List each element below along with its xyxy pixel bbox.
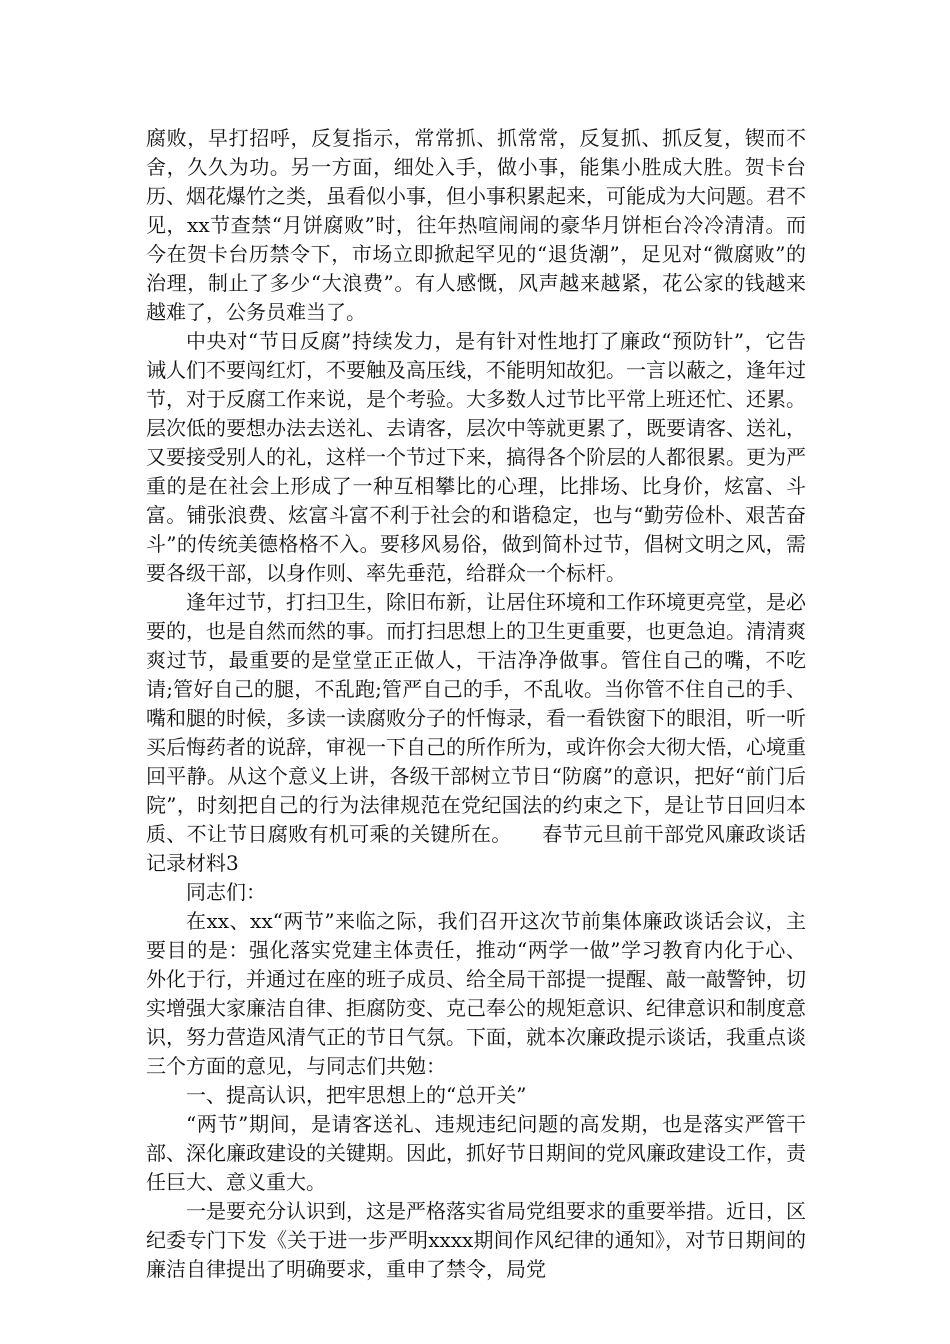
paragraph-first-point: 一是要充分认识到，这是严格落实省局党组要求的重要举措。近日，区纪委专门下发《关于进一步严明xxxx期间作风纪律的通知》，对节日期间的廉洁自律提出了明确要求，重申了禁令，局党 xyxy=(146,1199,806,1281)
paragraph-continuation: 腐败，早打招呼，反复指示，常常抓、抓常常，反复抓、抓反复，锲而不舍，久久为功。另一方面，细处入手，做小事，能集小胜成大胜。贺卡台历、烟花爆竹之类，虽看似小事，但小事积累起来，可能成为大问题。君不见，xx节查禁“月饼腐败”时，往年热喧闹闹的豪华月饼柜台冷冷清清。而今在贺卡台历禁令下，市场立即掀起罕见的“退货潮”，足见对“微腐败”的治理，制止了多少“大浪费”。有人感慨，风声越来越紧，花公家的钱越来越难了，公务员难当了。 xyxy=(146,126,806,324)
paragraph-festival-anticorruption: 中央对“节日反腐”持续发力，是有针对性地打了廉政“预防针”，它告诫人们不要闯红灯，不要触及高压线，不能明知故犯。一言以蔽之，逢年过节，对于反腐工作来说，是个考验。大多数人过节比平常上班还忙、还累。层次低的要想办法去送礼、去请客，层次中等就更累了，既要请客、送礼，又要接受别人的礼，这样一个节过下来，搞得各个阶层的人都很累。更为严重的是在社会上形成了一种互相攀比的心理，比排场、比身价，炫富、斗富。铺张浪费、炫富斗富不利于社会的和谐稳定，也与“勤劳俭朴、艰苦奋斗”的传统美德格格不入。要移风易俗，做到简朴过节，倡树文明之风，需要各级干部，以身作则、率先垂范，给群众一个标杆。 xyxy=(146,329,806,585)
paragraph-two-festivals: “两节”期间，是请客送礼、违规违纪问题的高发期，也是落实严管干部、深化廉政建设的关键期。因此，抓好节日期间的党风廉政建设工作，责任巨大、意义重大。 xyxy=(146,1112,806,1194)
paragraph-clean-festival: 逢年过节，打扫卫生，除旧布新，让居住环境和工作环境更亮堂，是必要的，也是自然而然的事。而打扫思想上的卫生更重要，也更急迫。清清爽爽过节，最重要的是堂堂正正做人，干洁净净做事。管住自己的嘴，不吃请;管好自己的腿，不乱跑;管严自己的手，不乱收。当你管不住自己的手、嘴和腿的时候，多读一读腐败分子的忏悔录，看一看铁窗下的眼泪，听一听买后悔药者的说辞，审视一下自己的所作所为，或许你会大彻大悟，心境重回平静。从这个意义上讲，各级干部树立节日“防腐”的意识，把好“前门后院”，时刻把自己的行为法律规范在党纪国法的约束之下，是让节日回归本质、不让节日腐败有机可乘的关键所在。 春节元旦前干部党风廉政谈话记录材料3 xyxy=(146,590,806,875)
section-heading-one: 一、提高认识，把牢思想上的“总开关” xyxy=(186,1083,527,1107)
document-page xyxy=(146,124,806,1284)
paragraph-salutation: 同志们： xyxy=(186,880,266,904)
paragraph-meeting-purpose: 在xx、xx“两节”来临之际，我们召开这次节前集体廉政谈话会议，主要目的是：强化落实党建主体责任，推动“两学一做”学习教育内化于心、外化于行，并通过在座的班子成员、给全局干部提一提醒、敲一敲警钟，切实增强大家廉洁自律、拒腐防变、克己奉公的规矩意识、纪律意识和制度意识，努力营造风清气正的节日气氛。下面，就本次廉政提示谈话，我重点谈三个方面的意见，与同志们共勉： xyxy=(146,909,806,1078)
